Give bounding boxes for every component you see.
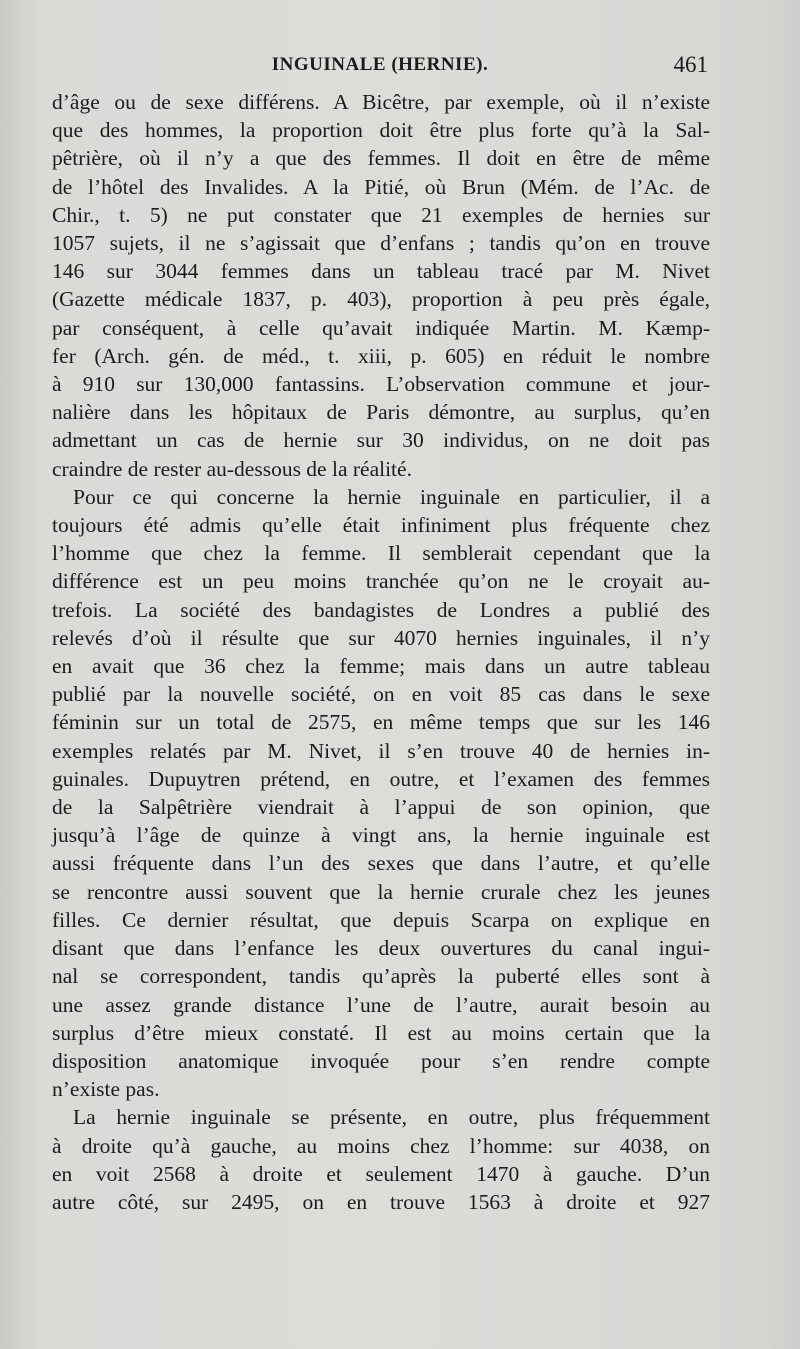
text-line: de l’hôtel des Invalides. A la Pitié, où Brun (Mém. de l’Ac. de	[52, 174, 710, 199]
text-line: se rencontre aussi souvent que la hernie crurale chez les jeunes	[52, 879, 710, 904]
page-number: 461	[673, 52, 708, 77]
running-title: INGUINALE (HERNIE).	[271, 54, 489, 75]
paragraph	[52, 88, 710, 483]
text-line: publié par la nouvelle société, on en voit 85 cas dans le sexe	[52, 682, 710, 707]
text-line: n’existe pas.	[52, 1077, 160, 1102]
text-line: 1057 sujets, il ne s’agissait que d’enfans ; tandis qu’on en trouve	[52, 231, 710, 256]
text-line: toujours été admis qu’elle était infiniment plus fréquente chez	[52, 513, 710, 538]
text-line: par conséquent, à celle qu’avait indiquée Martin. M. Kæmp-	[52, 315, 710, 340]
text-line: en voit 2568 à droite et seulement 1470 à gauche. D’un	[52, 1161, 710, 1186]
text-line: différence est un peu moins tranchée qu’on ne le croyait au-	[52, 569, 710, 594]
text-line: craindre de rester au-dessous de la réalité.	[52, 456, 412, 481]
text-line: admettant un cas de hernie sur 30 individus, on ne doit pas	[52, 428, 710, 453]
text-line: féminin sur un total de 2575, en même temps que sur les 146	[52, 710, 710, 735]
text-line: disposition anatomique invoquée pour s’en rendre compte	[52, 1048, 710, 1073]
text-line: de la Salpêtrière viendrait à l’appui de son opinion, que	[52, 795, 710, 820]
text-line: pêtrière, où il n’y a que des femmes. Il doit en être de même	[52, 146, 710, 171]
text-line: exemples relatés par M. Nivet, il s’en trouve 40 de hernies in-	[52, 738, 710, 763]
text-line: que des hommes, la proportion doit être plus forte qu’à la Sal-	[52, 118, 710, 143]
text-line: filles. Ce dernier résultat, que depuis Scarpa on explique en	[52, 907, 710, 932]
text-line: relevés d’où il résulte que sur 4070 hernies inguinales, il n’y	[52, 625, 710, 650]
text-line: 146 sur 3044 femmes dans un tableau tracé par M. Nivet	[52, 259, 710, 284]
text-line: à 910 sur 130,000 fantassins. L’observation commune et jour-	[52, 372, 710, 397]
text-line: à droite qu’à gauche, au moins chez l’homme: sur 4038, on	[52, 1133, 710, 1158]
text-line: nalière dans les hôpitaux de Paris démontre, au surplus, qu’en	[52, 400, 710, 425]
text-line: surplus d’être mieux constaté. Il est au moins certain que la	[52, 1020, 710, 1045]
paragraph	[52, 1103, 710, 1216]
text-line: Pour ce qui concerne la hernie inguinale en particulier, il a	[73, 484, 710, 509]
text-line: Chir., t. 5) ne put constater que 21 exemples de hernies sur	[52, 202, 710, 227]
text-line: guinales. Dupuytren prétend, en outre, et l’examen des femmes	[52, 766, 710, 791]
text-line: disant que dans l’enfance les deux ouvertures du canal ingui-	[52, 936, 710, 961]
text-line: autre côté, sur 2495, on en trouve 1563 à droite et 927	[52, 1189, 710, 1214]
text-line: jusqu’à l’âge de quinze à vingt ans, la hernie inguinale est	[52, 823, 710, 848]
paragraph	[52, 483, 710, 1103]
text-line: aussi fréquente dans l’un des sexes que dans l’autre, et qu’elle	[52, 851, 710, 876]
text-line: (Gazette médicale 1837, p. 403), proportion à peu près égale,	[52, 287, 710, 312]
text-line: trefois. La société des bandagistes de Londres a publié des	[52, 597, 710, 622]
running-head	[52, 54, 708, 84]
text-line: une assez grande distance l’une de l’autre, aurait besoin au	[52, 992, 710, 1017]
body-text	[52, 88, 710, 1216]
text-line: fer (Arch. gén. de méd., t. xiii, p. 605) en réduit le nombre	[52, 343, 710, 368]
text-line: La hernie inguinale se présente, en outre, plus fréquemment	[73, 1105, 710, 1130]
text-line: en avait que 36 chez la femme; mais dans un autre tableau	[52, 654, 710, 679]
text-line: d’âge ou de sexe différens. A Bicêtre, par exemple, où il n’existe	[52, 90, 710, 114]
text-line: nal se correspondent, tandis qu’après la puberté elles sont à	[52, 964, 710, 989]
text-line: l’homme que chez la femme. Il semblerait cependant que la	[52, 541, 710, 566]
